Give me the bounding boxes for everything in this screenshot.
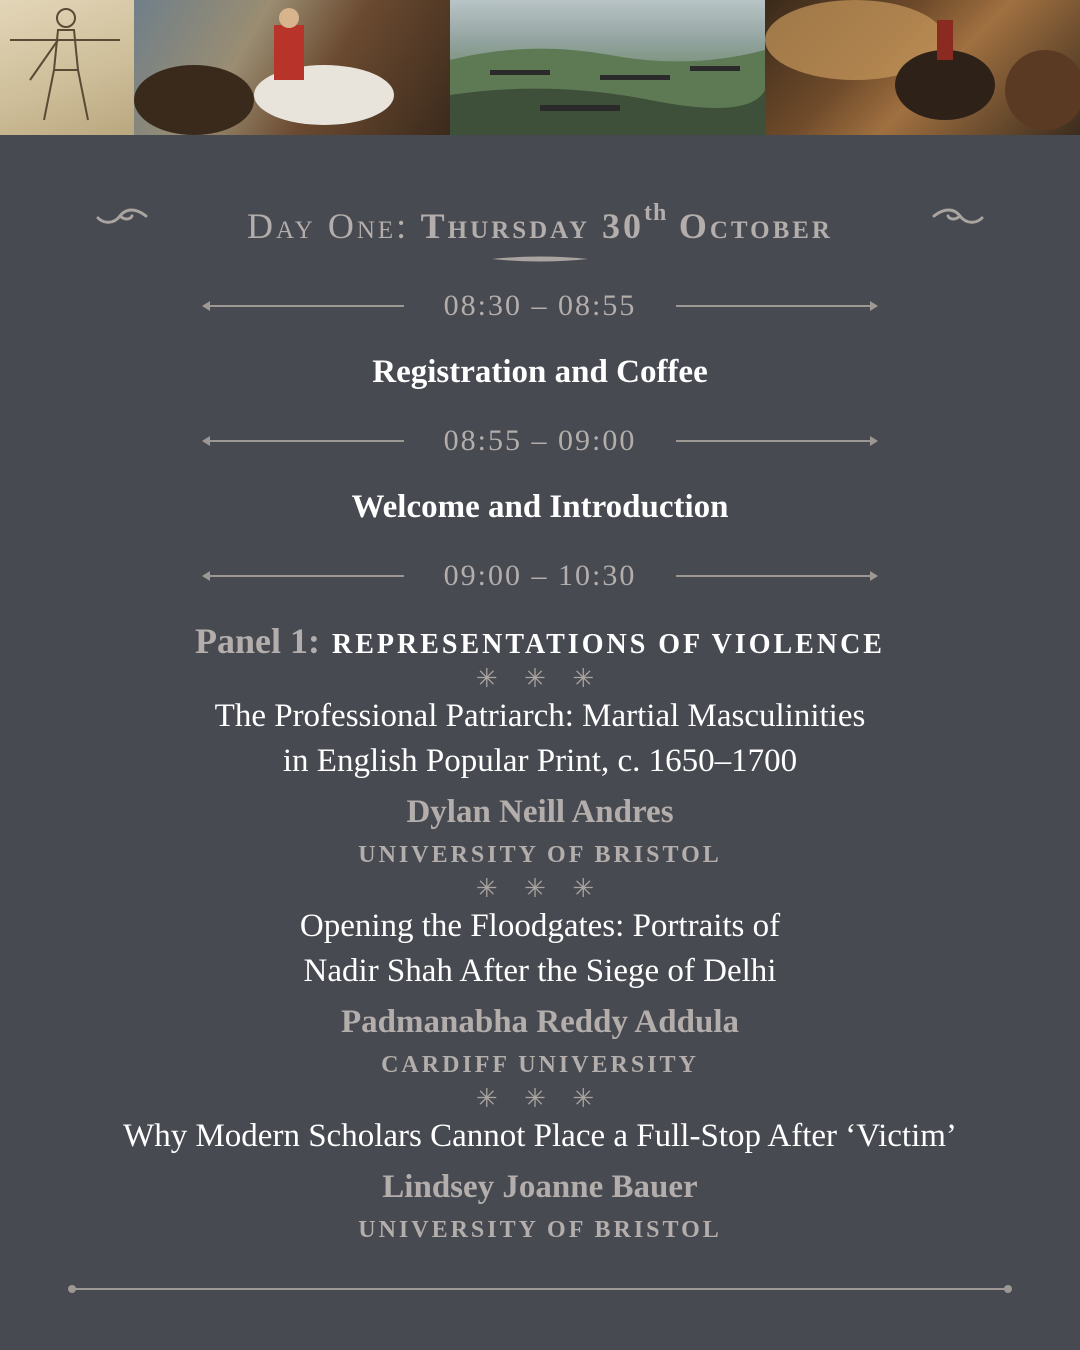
talk-title-line: Why Modern Scholars Cannot Place a Full-Stop After ‘Victim’ [123, 1118, 957, 1154]
panel-number: Panel 1: [195, 621, 321, 661]
arrow-right-icon [676, 440, 876, 442]
painting-image-rider [134, 0, 450, 135]
engraving-image-soldier [0, 0, 134, 135]
day-label: Day One: [247, 206, 410, 246]
day-heading [0, 186, 1080, 255]
time-slot-1 [0, 286, 1080, 326]
battlefield-painting-icon [450, 0, 765, 135]
time-label: 09:00 – 10:30 [443, 559, 637, 592]
bottom-divider [72, 1288, 1008, 1290]
separator-stars-icon: ✳ ✳ ✳ [475, 1084, 605, 1113]
divider-ornament-icon [490, 252, 590, 266]
panel-title: REPRESENTATIONS OF VIOLENCE [332, 629, 885, 660]
arrow-left-icon [204, 305, 404, 307]
rider-painting-icon [134, 0, 450, 135]
soldier-engraving-icon [0, 0, 134, 135]
day-month: October [678, 206, 833, 246]
day-weekday: Thursday 30 [420, 206, 644, 246]
speaker-name: Padmanabha Reddy Addula [341, 1004, 739, 1040]
talk-title-line: in English Popular Print, c. 1650–1700 [282, 743, 798, 779]
speaker-name: Dylan Neill Andres [406, 794, 674, 830]
separator-stars-icon: ✳ ✳ ✳ [475, 874, 605, 903]
time-slot-3 [0, 556, 1080, 596]
header-image-banner [0, 0, 1080, 135]
cavalry-painting-icon [765, 0, 1080, 135]
day-ordinal: th [644, 200, 668, 226]
time-label: 08:30 – 08:55 [443, 289, 637, 322]
painting-image-cavalry [765, 0, 1080, 135]
arrow-left-icon [204, 440, 404, 442]
time-label: 08:55 – 09:00 [443, 424, 637, 457]
talk-title-line: The Professional Patriarch: Martial Masculinities [214, 698, 866, 734]
talk-title [0, 904, 1080, 994]
time-slot-2 [0, 421, 1080, 461]
talk-title [0, 1114, 1080, 1159]
talk-title-line: Opening the Floodgates: Portraits of [299, 908, 781, 944]
talk-title-line: Nadir Shah After the Siege of Delhi [303, 953, 777, 989]
session-title: Registration and Coffee [372, 354, 708, 390]
talk-title [0, 694, 1080, 784]
arrow-right-icon [676, 305, 876, 307]
separator-stars-icon: ✳ ✳ ✳ [475, 664, 605, 693]
session-title: Welcome and Introduction [351, 489, 729, 525]
arrow-left-icon [204, 575, 404, 577]
speaker-name: Lindsey Joanne Bauer [382, 1169, 698, 1205]
speaker-affiliation: CARDIFF UNIVERSITY [381, 1052, 699, 1078]
painting-image-battlefield [450, 0, 765, 135]
arrow-right-icon [676, 575, 876, 577]
speaker-affiliation: UNIVERSITY OF BRISTOL [358, 1217, 722, 1243]
speaker-affiliation: UNIVERSITY OF BRISTOL [358, 842, 722, 868]
flourish-right-icon [932, 206, 984, 228]
